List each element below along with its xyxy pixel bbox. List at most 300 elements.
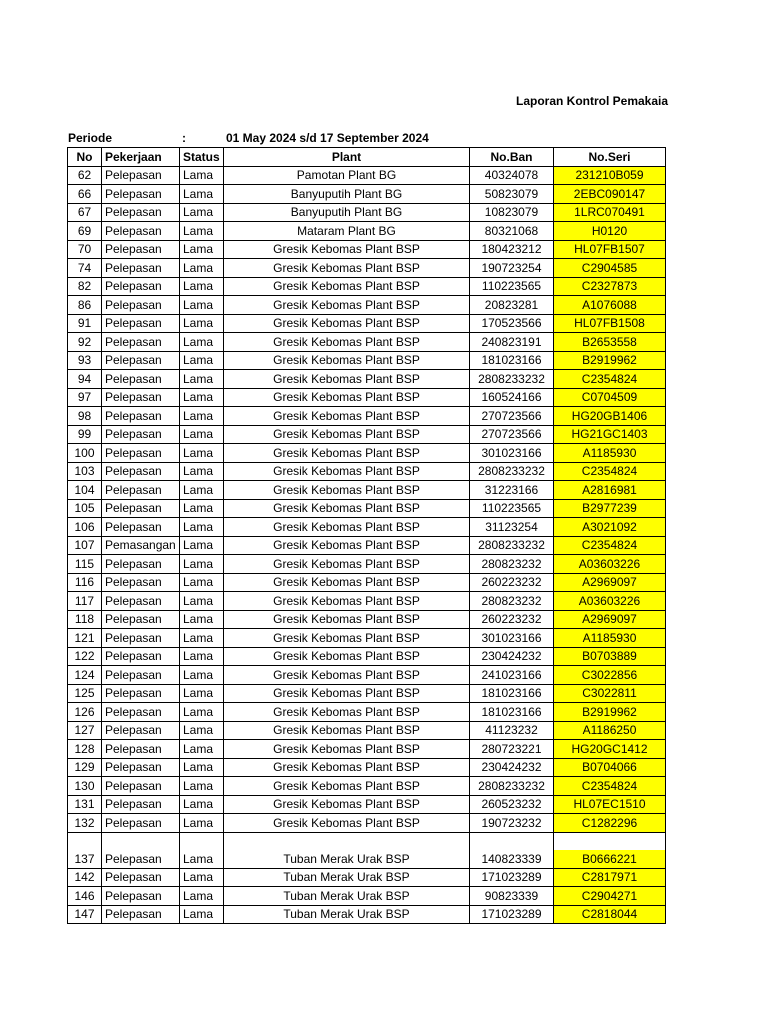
table-row	[68, 444, 666, 463]
cell-no-ban: 140823339	[470, 850, 554, 868]
cell-plant: Gresik Kebomas Plant BSP	[224, 425, 470, 444]
cell-no-seri	[554, 832, 666, 850]
cell-plant: Gresik Kebomas Plant BSP	[224, 536, 470, 555]
table-row	[68, 703, 666, 722]
cell-no-ban: 230424232	[470, 647, 554, 666]
cell-plant: Gresik Kebomas Plant BSP	[224, 240, 470, 259]
cell-plant: Gresik Kebomas Plant BSP	[224, 499, 470, 518]
cell-status: Lama	[180, 462, 224, 481]
table-row	[68, 647, 666, 666]
cell-no-ban: 280823232	[470, 555, 554, 574]
cell-pekerjaan: Pelepasan	[102, 444, 180, 463]
cell-status: Lama	[180, 203, 224, 222]
cell-status: Lama	[180, 444, 224, 463]
cell-pekerjaan	[102, 832, 180, 850]
cell-no-ban: 90823339	[470, 887, 554, 906]
cell-no-ban: 270723566	[470, 425, 554, 444]
cell-status: Lama	[180, 555, 224, 574]
cell-plant: Pamotan Plant BG	[224, 166, 470, 185]
cell-no-ban: 110223565	[470, 277, 554, 296]
table-row	[68, 185, 666, 204]
cell-status: Lama	[180, 721, 224, 740]
cell-pekerjaan: Pelepasan	[102, 425, 180, 444]
cell-no: 128	[68, 740, 102, 759]
cell-status: Lama	[180, 814, 224, 833]
table-row	[68, 314, 666, 333]
cell-plant: Gresik Kebomas Plant BSP	[224, 518, 470, 537]
table-row	[68, 721, 666, 740]
table-row	[68, 499, 666, 518]
cell-plant	[224, 832, 470, 850]
cell-no-seri: A03603226	[554, 592, 666, 611]
cell-pekerjaan: Pelepasan	[102, 647, 180, 666]
report-title: Laporan Kontrol Pemakaia	[516, 94, 669, 108]
table-spacer-row	[68, 832, 666, 850]
cell-pekerjaan: Pelepasan	[102, 629, 180, 648]
cell-no-seri: HG20GC1412	[554, 740, 666, 759]
tire-control-table	[67, 147, 666, 924]
table-row	[68, 407, 666, 426]
cell-plant: Gresik Kebomas Plant BSP	[224, 777, 470, 796]
cell-no-ban: 270723566	[470, 407, 554, 426]
cell-plant: Gresik Kebomas Plant BSP	[224, 740, 470, 759]
cell-no-seri: C3022856	[554, 666, 666, 685]
table-row	[68, 259, 666, 278]
cell-no-seri: C3022811	[554, 684, 666, 703]
cell-no: 105	[68, 499, 102, 518]
cell-no-seri: C1282296	[554, 814, 666, 833]
cell-no-ban: 190723232	[470, 814, 554, 833]
cell-no-seri: H0120	[554, 222, 666, 241]
cell-no: 92	[68, 333, 102, 352]
cell-status: Lama	[180, 259, 224, 278]
cell-status: Lama	[180, 222, 224, 241]
table-row	[68, 850, 666, 868]
cell-pekerjaan: Pelepasan	[102, 850, 180, 868]
cell-no-seri: A1076088	[554, 296, 666, 315]
table-row	[68, 351, 666, 370]
cell-no-seri: C2904271	[554, 887, 666, 906]
cell-no-seri: C2327873	[554, 277, 666, 296]
table-row	[68, 296, 666, 315]
cell-no: 66	[68, 185, 102, 204]
cell-no-ban: 2808233232	[470, 462, 554, 481]
cell-no: 126	[68, 703, 102, 722]
cell-no-ban: 10823079	[470, 203, 554, 222]
cell-plant: Gresik Kebomas Plant BSP	[224, 814, 470, 833]
period-colon: :	[182, 131, 186, 145]
cell-plant: Gresik Kebomas Plant BSP	[224, 684, 470, 703]
cell-pekerjaan: Pelepasan	[102, 499, 180, 518]
cell-pekerjaan: Pelepasan	[102, 610, 180, 629]
cell-pekerjaan: Pelepasan	[102, 314, 180, 333]
cell-status: Lama	[180, 388, 224, 407]
cell-plant: Gresik Kebomas Plant BSP	[224, 296, 470, 315]
cell-no-ban: 301023166	[470, 629, 554, 648]
cell-no: 74	[68, 259, 102, 278]
cell-plant: Gresik Kebomas Plant BSP	[224, 314, 470, 333]
cell-no: 117	[68, 592, 102, 611]
cell-no-ban: 181023166	[470, 703, 554, 722]
cell-plant: Gresik Kebomas Plant BSP	[224, 629, 470, 648]
cell-no: 124	[68, 666, 102, 685]
cell-pekerjaan: Pelepasan	[102, 592, 180, 611]
cell-plant: Tuban Merak Urak BSP	[224, 850, 470, 868]
cell-pekerjaan: Pelepasan	[102, 203, 180, 222]
cell-plant: Gresik Kebomas Plant BSP	[224, 481, 470, 500]
cell-status: Lama	[180, 314, 224, 333]
cell-plant: Gresik Kebomas Plant BSP	[224, 277, 470, 296]
cell-no: 69	[68, 222, 102, 241]
cell-no-ban: 50823079	[470, 185, 554, 204]
cell-pekerjaan: Pemasangan	[102, 536, 180, 555]
cell-plant: Gresik Kebomas Plant BSP	[224, 703, 470, 722]
header-plant: Plant	[224, 148, 470, 167]
cell-status: Lama	[180, 703, 224, 722]
cell-status: Lama	[180, 777, 224, 796]
cell-status	[180, 832, 224, 850]
cell-no: 100	[68, 444, 102, 463]
cell-no-seri: A1185930	[554, 629, 666, 648]
cell-no-ban: 31223166	[470, 481, 554, 500]
cell-no-ban: 40324078	[470, 166, 554, 185]
cell-pekerjaan: Pelepasan	[102, 333, 180, 352]
cell-no-ban: 230424232	[470, 758, 554, 777]
table-row	[68, 518, 666, 537]
cell-pekerjaan: Pelepasan	[102, 555, 180, 574]
table-row	[68, 666, 666, 685]
cell-status: Lama	[180, 166, 224, 185]
table-header-row	[68, 148, 666, 167]
cell-no-ban: 31123254	[470, 518, 554, 537]
cell-no-seri: C2818044	[554, 905, 666, 924]
table-row	[68, 240, 666, 259]
table-row	[68, 388, 666, 407]
table-body	[68, 166, 666, 924]
cell-no: 97	[68, 388, 102, 407]
cell-no-ban: 80321068	[470, 222, 554, 241]
header-no-ban: No.Ban	[470, 148, 554, 167]
cell-status: Lama	[180, 740, 224, 759]
table-row	[68, 277, 666, 296]
cell-no-seri: A2969097	[554, 610, 666, 629]
period-label: Periode	[68, 131, 113, 145]
cell-plant: Gresik Kebomas Plant BSP	[224, 462, 470, 481]
cell-no: 70	[68, 240, 102, 259]
cell-no-seri: A03603226	[554, 555, 666, 574]
cell-no: 93	[68, 351, 102, 370]
cell-pekerjaan: Pelepasan	[102, 388, 180, 407]
cell-no-ban: 171023289	[470, 905, 554, 924]
cell-no-seri: A1185930	[554, 444, 666, 463]
table-row	[68, 795, 666, 814]
table-row	[68, 777, 666, 796]
cell-pekerjaan: Pelepasan	[102, 814, 180, 833]
cell-plant: Gresik Kebomas Plant BSP	[224, 333, 470, 352]
table-row	[68, 629, 666, 648]
cell-pekerjaan: Pelepasan	[102, 666, 180, 685]
period-value: 01 May 2024 s/d 17 September 2024	[226, 131, 429, 145]
table-row	[68, 684, 666, 703]
cell-no-seri: 1LRC070491	[554, 203, 666, 222]
cell-status: Lama	[180, 905, 224, 924]
table-row	[68, 905, 666, 924]
cell-no: 127	[68, 721, 102, 740]
table-row	[68, 166, 666, 185]
cell-no-seri: C0704509	[554, 388, 666, 407]
cell-pekerjaan: Pelepasan	[102, 296, 180, 315]
cell-status: Lama	[180, 684, 224, 703]
cell-pekerjaan: Pelepasan	[102, 777, 180, 796]
cell-no-ban	[470, 832, 554, 850]
cell-pekerjaan: Pelepasan	[102, 407, 180, 426]
cell-no: 94	[68, 370, 102, 389]
cell-no: 67	[68, 203, 102, 222]
cell-no-ban: 301023166	[470, 444, 554, 463]
cell-status: Lama	[180, 185, 224, 204]
cell-no: 106	[68, 518, 102, 537]
cell-no-ban: 241023166	[470, 666, 554, 685]
cell-no-seri: A1186250	[554, 721, 666, 740]
cell-plant: Gresik Kebomas Plant BSP	[224, 407, 470, 426]
cell-no-seri: B2977239	[554, 499, 666, 518]
cell-status: Lama	[180, 536, 224, 555]
cell-status: Lama	[180, 407, 224, 426]
cell-no-ban: 190723254	[470, 259, 554, 278]
cell-no-seri: HL07FB1507	[554, 240, 666, 259]
cell-pekerjaan: Pelepasan	[102, 351, 180, 370]
cell-status: Lama	[180, 868, 224, 887]
cell-no-seri: HG21GC1403	[554, 425, 666, 444]
table-row	[68, 887, 666, 906]
cell-pekerjaan: Pelepasan	[102, 868, 180, 887]
table-row	[68, 758, 666, 777]
cell-no: 121	[68, 629, 102, 648]
cell-no-seri: B2919962	[554, 703, 666, 722]
table-row	[68, 740, 666, 759]
cell-no-seri: B0704066	[554, 758, 666, 777]
table-row	[68, 536, 666, 555]
cell-pekerjaan: Pelepasan	[102, 721, 180, 740]
cell-no-ban: 280723221	[470, 740, 554, 759]
cell-status: Lama	[180, 758, 224, 777]
table-row	[68, 868, 666, 887]
cell-pekerjaan: Pelepasan	[102, 185, 180, 204]
cell-plant: Gresik Kebomas Plant BSP	[224, 573, 470, 592]
cell-status: Lama	[180, 592, 224, 611]
cell-pekerjaan: Pelepasan	[102, 259, 180, 278]
cell-no-ban: 240823191	[470, 333, 554, 352]
cell-plant: Tuban Merak Urak BSP	[224, 868, 470, 887]
cell-no: 99	[68, 425, 102, 444]
table-row	[68, 481, 666, 500]
cell-pekerjaan: Pelepasan	[102, 370, 180, 389]
header-no-seri: No.Seri	[554, 148, 666, 167]
cell-plant: Mataram Plant BG	[224, 222, 470, 241]
cell-no-seri: HG20GB1406	[554, 407, 666, 426]
cell-no: 146	[68, 887, 102, 906]
cell-plant: Tuban Merak Urak BSP	[224, 905, 470, 924]
cell-no-seri: B0703889	[554, 647, 666, 666]
cell-plant: Gresik Kebomas Plant BSP	[224, 610, 470, 629]
cell-plant: Gresik Kebomas Plant BSP	[224, 666, 470, 685]
cell-pekerjaan: Pelepasan	[102, 166, 180, 185]
cell-pekerjaan: Pelepasan	[102, 277, 180, 296]
table-row	[68, 222, 666, 241]
cell-no-seri: C2354824	[554, 462, 666, 481]
cell-status: Lama	[180, 351, 224, 370]
table-row	[68, 370, 666, 389]
cell-no: 130	[68, 777, 102, 796]
table-row	[68, 462, 666, 481]
cell-no-ban: 160524166	[470, 388, 554, 407]
table-row	[68, 814, 666, 833]
cell-no-seri: C2354824	[554, 777, 666, 796]
cell-no-ban: 2808233232	[470, 370, 554, 389]
cell-no: 142	[68, 868, 102, 887]
cell-no-ban: 41123232	[470, 721, 554, 740]
cell-plant: Gresik Kebomas Plant BSP	[224, 758, 470, 777]
cell-no-seri: A2816981	[554, 481, 666, 500]
cell-pekerjaan: Pelepasan	[102, 703, 180, 722]
cell-no-seri: B2919962	[554, 351, 666, 370]
cell-plant: Tuban Merak Urak BSP	[224, 887, 470, 906]
cell-pekerjaan: Pelepasan	[102, 481, 180, 500]
cell-status: Lama	[180, 240, 224, 259]
cell-no: 137	[68, 850, 102, 868]
cell-status: Lama	[180, 518, 224, 537]
cell-no: 91	[68, 314, 102, 333]
table-row	[68, 592, 666, 611]
cell-status: Lama	[180, 277, 224, 296]
table-row	[68, 333, 666, 352]
cell-no	[68, 832, 102, 850]
cell-pekerjaan: Pelepasan	[102, 758, 180, 777]
table-row	[68, 203, 666, 222]
cell-no: 132	[68, 814, 102, 833]
cell-no: 129	[68, 758, 102, 777]
cell-plant: Gresik Kebomas Plant BSP	[224, 351, 470, 370]
cell-status: Lama	[180, 425, 224, 444]
cell-status: Lama	[180, 296, 224, 315]
cell-plant: Gresik Kebomas Plant BSP	[224, 721, 470, 740]
cell-status: Lama	[180, 481, 224, 500]
cell-no-ban: 110223565	[470, 499, 554, 518]
cell-plant: Banyuputih Plant BG	[224, 203, 470, 222]
cell-no-seri: A3021092	[554, 518, 666, 537]
table-row	[68, 573, 666, 592]
cell-no-seri: B2653558	[554, 333, 666, 352]
cell-no-ban: 181023166	[470, 684, 554, 703]
table-row	[68, 610, 666, 629]
cell-pekerjaan: Pelepasan	[102, 518, 180, 537]
cell-plant: Gresik Kebomas Plant BSP	[224, 592, 470, 611]
cell-no-seri: C2817971	[554, 868, 666, 887]
cell-no-ban: 181023166	[470, 351, 554, 370]
cell-no-seri: HL07EC1510	[554, 795, 666, 814]
cell-status: Lama	[180, 573, 224, 592]
cell-plant: Gresik Kebomas Plant BSP	[224, 647, 470, 666]
cell-plant: Gresik Kebomas Plant BSP	[224, 388, 470, 407]
cell-status: Lama	[180, 629, 224, 648]
cell-no-seri: C2904585	[554, 259, 666, 278]
cell-no: 147	[68, 905, 102, 924]
cell-no-ban: 260223232	[470, 610, 554, 629]
cell-plant: Gresik Kebomas Plant BSP	[224, 259, 470, 278]
cell-plant: Gresik Kebomas Plant BSP	[224, 555, 470, 574]
cell-pekerjaan: Pelepasan	[102, 222, 180, 241]
cell-pekerjaan: Pelepasan	[102, 240, 180, 259]
cell-no-ban: 260523232	[470, 795, 554, 814]
cell-no: 131	[68, 795, 102, 814]
cell-no-ban: 2808233232	[470, 536, 554, 555]
cell-no-ban: 180423212	[470, 240, 554, 259]
cell-no: 103	[68, 462, 102, 481]
table-row	[68, 425, 666, 444]
cell-status: Lama	[180, 370, 224, 389]
cell-plant: Gresik Kebomas Plant BSP	[224, 370, 470, 389]
header-pekerjaan: Pekerjaan	[102, 148, 180, 167]
cell-status: Lama	[180, 499, 224, 518]
cell-no-seri: C2354824	[554, 370, 666, 389]
cell-no: 116	[68, 573, 102, 592]
cell-plant: Gresik Kebomas Plant BSP	[224, 444, 470, 463]
cell-status: Lama	[180, 610, 224, 629]
cell-no-seri: B0666221	[554, 850, 666, 868]
cell-no-ban: 280823232	[470, 592, 554, 611]
table-row	[68, 555, 666, 574]
cell-status: Lama	[180, 795, 224, 814]
cell-no: 82	[68, 277, 102, 296]
cell-no-ban: 170523566	[470, 314, 554, 333]
cell-pekerjaan: Pelepasan	[102, 795, 180, 814]
cell-no-ban: 171023289	[470, 868, 554, 887]
cell-pekerjaan: Pelepasan	[102, 905, 180, 924]
cell-pekerjaan: Pelepasan	[102, 887, 180, 906]
cell-status: Lama	[180, 647, 224, 666]
cell-no-ban: 20823281	[470, 296, 554, 315]
cell-status: Lama	[180, 666, 224, 685]
cell-status: Lama	[180, 333, 224, 352]
header-status: Status	[180, 148, 224, 167]
cell-no: 104	[68, 481, 102, 500]
cell-no-ban: 260223232	[470, 573, 554, 592]
cell-pekerjaan: Pelepasan	[102, 573, 180, 592]
cell-no-seri: 2EBC090147	[554, 185, 666, 204]
cell-no: 122	[68, 647, 102, 666]
cell-no-seri: C2354824	[554, 536, 666, 555]
cell-pekerjaan: Pelepasan	[102, 740, 180, 759]
cell-no: 62	[68, 166, 102, 185]
cell-no: 118	[68, 610, 102, 629]
cell-no-seri: 231210B059	[554, 166, 666, 185]
cell-no: 115	[68, 555, 102, 574]
cell-no: 125	[68, 684, 102, 703]
cell-no: 86	[68, 296, 102, 315]
cell-pekerjaan: Pelepasan	[102, 462, 180, 481]
cell-status: Lama	[180, 850, 224, 868]
header-no: No	[68, 148, 102, 167]
cell-status: Lama	[180, 887, 224, 906]
cell-no-ban: 2808233232	[470, 777, 554, 796]
cell-no-seri: HL07FB1508	[554, 314, 666, 333]
cell-pekerjaan: Pelepasan	[102, 684, 180, 703]
cell-no: 98	[68, 407, 102, 426]
cell-plant: Gresik Kebomas Plant BSP	[224, 795, 470, 814]
cell-no: 107	[68, 536, 102, 555]
cell-plant: Banyuputih Plant BG	[224, 185, 470, 204]
cell-no-seri: A2969097	[554, 573, 666, 592]
